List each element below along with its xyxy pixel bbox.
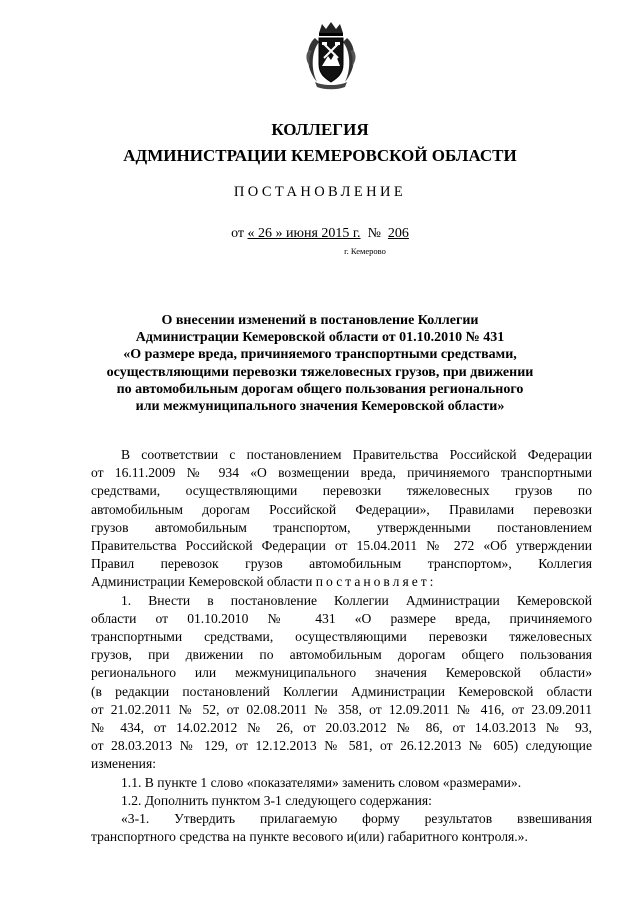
body-line: грузов, при движении по автомобильным дорогам общего пользования — [91, 647, 592, 663]
organization-name-line1: КОЛЛЕГИЯ — [271, 120, 369, 139]
title-line: Администрации Кемеровской области от 01.10.2010 № 431 — [135, 330, 505, 346]
document-type: ПОСТАНОВЛЕНИЕ — [233, 184, 407, 200]
body-line: Правительства Российской Федерации от 15.04.2011 № 272 «Об утверждении — [91, 538, 592, 554]
title-line: «О размере вреда, причиняемого транспортными средствами, — [123, 347, 517, 363]
date-prefix: от — [231, 226, 245, 241]
city-name: г. Кемерово — [344, 246, 386, 256]
body-line: транспортного средства на пункте весового и(или) габаритного контроля.». — [91, 829, 528, 845]
title-line: или межмуниципального значения Кемеровской области» — [135, 399, 505, 415]
body-line: от 21.02.2011 № 52, от 02.08.2011 № 358, от 12.09.2011 № 416, от 23.09.2011 — [91, 701, 592, 717]
body-line: В соответствии с постановлением Правительства Российской Федерации — [121, 447, 592, 462]
body-line: 1.2. Дополнить пунктом 3-1 следующего содержания: — [121, 792, 432, 808]
document-body — [91, 446, 592, 846]
document-number: 206 — [387, 226, 409, 241]
title-line: осуществляющими перевозки тяжеловесных грузов, при движении — [106, 364, 534, 380]
body-line: транспортными средствами, осуществляющими перевозки тяжеловесных — [91, 629, 592, 645]
body-line: (в редакции постановлений Коллегии Администрации Кемеровской области — [91, 683, 592, 699]
body-line: средствами, осуществляющими перевозки тяжеловесных грузов по — [91, 483, 592, 499]
body-line: № 434, от 14.02.2012 № 26, от 20.03.2012 № 86, от 14.03.2013 № 93, — [91, 720, 592, 736]
title-line: О внесении изменений в постановление Коллегии — [161, 313, 479, 328]
body-line — [91, 573, 592, 591]
coat-of-arms-emblem — [301, 20, 361, 90]
body-line: изменения: — [91, 756, 156, 772]
body-line: Правил перевозок грузов автомобильным транспортом», Коллегия — [91, 556, 592, 572]
resolution-word: постановляет: — [315, 574, 437, 590]
body-line: от 28.03.2013 № 129, от 12.12.2013 № 581, от 26.12.2013 № 605) следующие — [91, 738, 592, 754]
body-line: автомобильным дорогам Российской Федерации», Правилами перевозки — [91, 501, 592, 517]
body-text: Администрации Кемеровской области — [91, 574, 313, 590]
document-title — [95, 312, 545, 415]
body-line: «3-1. Утвердить прилагаемую форму результатов взвешивания — [121, 811, 592, 827]
document-date: « 26 » июня 2015 г. — [247, 226, 361, 241]
body-line: регионального или межмуниципального значения Кемеровской области» — [91, 665, 592, 681]
body-line: 1.1. В пункте 1 слово «показателями» заменить словом «размерами». — [121, 774, 522, 790]
organization-name-line2: АДМИНИСТРАЦИИ КЕМЕРОВСКОЙ ОБЛАСТИ — [123, 146, 517, 165]
title-line: по автомобильным дорогам общего пользования регионального — [116, 381, 524, 397]
number-prefix: № — [367, 226, 381, 241]
body-line: грузов автомобильным транспортом, утвержденными постановлением — [91, 519, 592, 535]
document-date-line — [0, 226, 640, 242]
body-line: от 16.11.2009 № 934 «О возмещении вреда, причиняемого транспортными — [91, 465, 592, 481]
body-line: 1. Внести в постановление Коллегии Администрации Кемеровской — [121, 592, 592, 608]
body-line: области от 01.10.2010 № 431 «О размере вреда, причиняемого — [91, 610, 592, 626]
